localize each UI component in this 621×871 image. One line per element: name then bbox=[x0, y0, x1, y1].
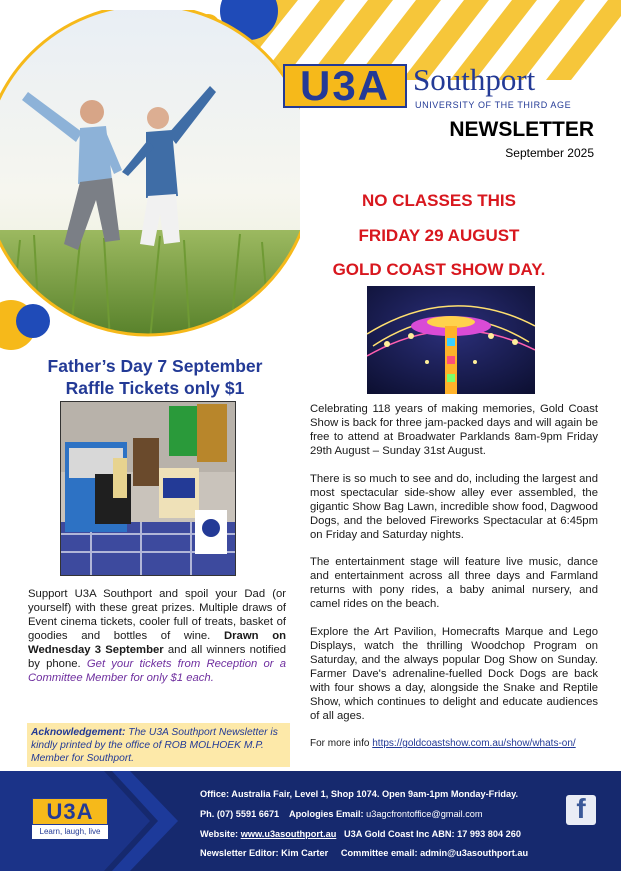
footer-logo-letters: U3A bbox=[32, 798, 108, 825]
more-info bbox=[310, 738, 576, 749]
show-paragraph-1: Celebrating 118 years of making memories, Gold Coast Show is back for three jam-packed days and will again be free to attend at Broadwater Parklands 8am-9pm Friday 29th August – Sunday 31st August. bbox=[310, 403, 598, 457]
show-ride-photo bbox=[367, 286, 535, 394]
show-website-link[interactable]: https://goldcoastshow.com.au/show/whats-on/ bbox=[372, 738, 576, 749]
footer-editor-row bbox=[200, 848, 528, 858]
footer-office: Office: Australia Fair, Level 1, Shop 1074. Open 9am-1pm Monday-Friday. bbox=[200, 789, 519, 799]
facebook-icon[interactable] bbox=[566, 795, 596, 825]
footer-editor: Newsletter Editor: Kim Carter bbox=[200, 848, 329, 858]
fathers-day-title-line-1: Father’s Day 7 September bbox=[47, 356, 263, 376]
raffle-description bbox=[28, 587, 286, 685]
footer-logo-tagline: Learn, laugh, live bbox=[32, 825, 108, 839]
logo-mark bbox=[283, 64, 407, 108]
acknowledgement-box bbox=[27, 723, 290, 767]
acknowledgement-label: Acknowledgement: bbox=[31, 727, 126, 738]
footer-contact-row bbox=[200, 809, 483, 819]
newsletter-title: NEWSLETTER bbox=[449, 118, 594, 141]
announcement-line-1: NO CLASSES THIS bbox=[362, 191, 516, 210]
show-paragraph-2: There is so much to see and do, including the largest and most spectacular side-show alley ever assembled, the gigantic Show Bag Lawn, incredible show food, Dagwood Dogs, and the beloved Fireworks Spectacular at 6:45pm on Friday and Saturday nights. bbox=[310, 473, 598, 541]
acknowledgement-text: The U3A Southport Newsletter is kindly printed by the office of ROB MOLHOEK M.P. Member for Southport. bbox=[31, 727, 278, 764]
footer-apologies-label: Apologies Email: bbox=[289, 809, 364, 819]
logo-letters: U3A bbox=[299, 62, 391, 109]
footer-website-row bbox=[200, 829, 521, 839]
footer-website-label: Website: bbox=[200, 829, 239, 839]
decorative-dot bbox=[16, 304, 50, 338]
issue-date: September 2025 bbox=[505, 146, 594, 160]
footer-website-link[interactable]: www.u3asouthport.au bbox=[240, 829, 337, 839]
footer-committee-label: Committee email: bbox=[340, 848, 418, 858]
raffle-text: Support U3A Southport and spoil your Dad (or yourself) with these great prizes. Multiple draws of Event cinema tickets, cooler full of treats, basket of goodies and bottles of wine. bbox=[28, 588, 286, 642]
facebook-glyph: f bbox=[576, 793, 586, 824]
footer-logo bbox=[32, 798, 108, 841]
footer-committee-email[interactable]: admin@u3asouthport.au bbox=[420, 848, 529, 858]
show-paragraph-3: The entertainment stage will feature live music, dance and entertainment across all three days and Farmland returns with pony rides, a baby animal nursery, and camel rides on the beach. bbox=[310, 556, 598, 610]
footer-abn: U3A Gold Coast Inc ABN: 17 993 804 260 bbox=[343, 829, 521, 839]
show-paragraph-4: Explore the Art Pavilion, Homecrafts Marque and Lego Displays, watch the thrilling Woodchop Program on Saturday, and the always popular Dog Show on Sunday. Farmer Dave's adrenaline-fuelled Dock Dogs are back with four shows a day, alongside the Snake and Reptile Show, which continues to delight and educate audiences of all ages. bbox=[310, 626, 598, 722]
more-info-label: For more info bbox=[310, 738, 370, 749]
announcement-line-3: GOLD COAST SHOW DAY. bbox=[332, 260, 546, 279]
announcement-line-2: FRIDAY 29 AUGUST bbox=[358, 226, 520, 245]
fathers-day-title-line-2: Raffle Tickets only $1 bbox=[65, 378, 245, 398]
footer-phone: Ph. (07) 5591 6671 bbox=[200, 809, 280, 819]
logo-name: Southport bbox=[413, 62, 536, 97]
raffle-prize-photo bbox=[60, 401, 236, 576]
u3a-logo bbox=[283, 64, 613, 114]
hero-photo bbox=[0, 10, 300, 340]
fathers-day-title bbox=[14, 355, 296, 399]
raffle-draw-date: Drawn on Wednesday 3 September bbox=[28, 630, 287, 656]
footer-apologies-email[interactable]: u3agcfrontoffice@gmail.com bbox=[366, 809, 483, 819]
raffle-notify: and all winners notified by phone. bbox=[28, 644, 287, 670]
logo-subtitle: UNIVERSITY OF THE THIRD AGE bbox=[415, 100, 572, 110]
footer bbox=[0, 771, 621, 871]
raffle-ticket-info: Get your tickets from Reception or a Committee Member for only $1 each. bbox=[28, 658, 287, 684]
